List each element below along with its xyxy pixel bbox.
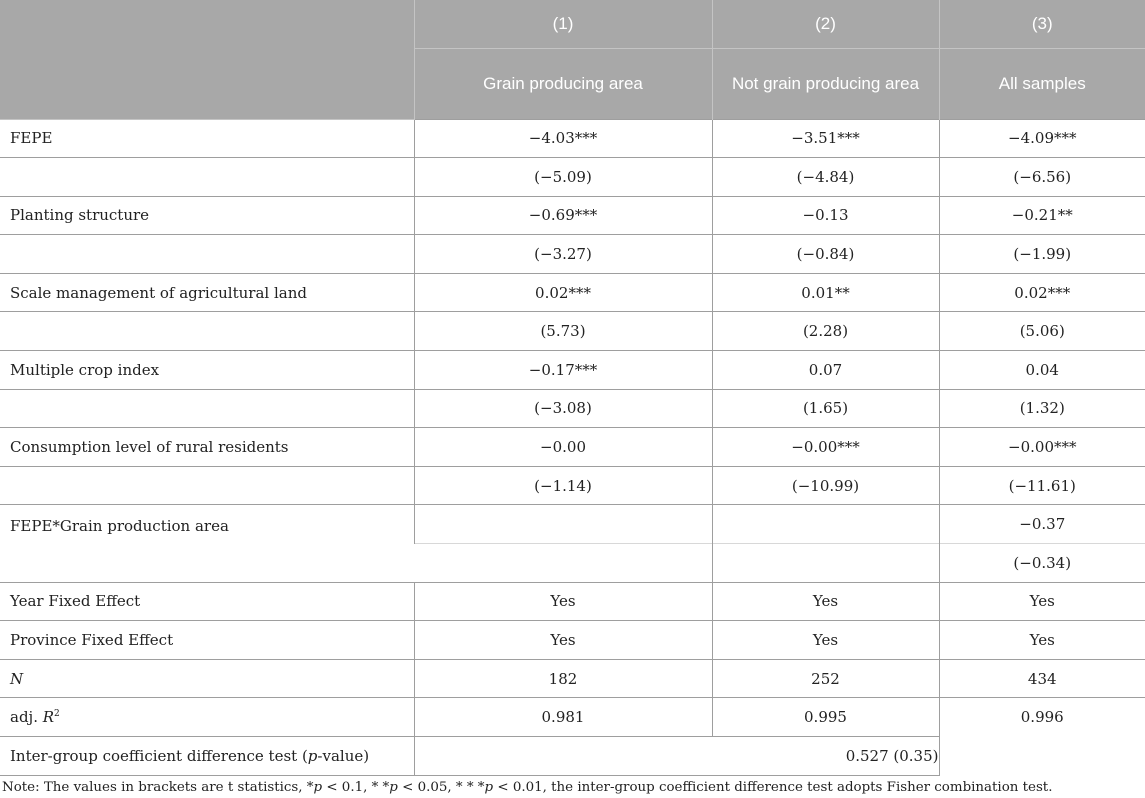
table-cell: −4.03***	[414, 119, 712, 158]
table-cell: (−6.56)	[939, 158, 1145, 197]
intergroup-label-pre: Inter-group coefficient difference test (	[10, 746, 308, 765]
table-cell: (1.65)	[712, 389, 939, 428]
table-row	[0, 235, 1145, 274]
table-row	[0, 659, 1145, 698]
intergroup-value: 0.527 (0.35)	[414, 737, 939, 776]
table-cell: Yes	[712, 582, 939, 621]
table-cell: (−10.99)	[712, 466, 939, 505]
row-label-consumption-level: Consumption level of rural residents	[0, 428, 414, 467]
row-label-empty	[0, 389, 414, 428]
r-symbol: R	[42, 708, 55, 727]
table-row	[0, 312, 1145, 351]
table-row	[0, 119, 1145, 158]
table-cell: (−4.84)	[712, 158, 939, 197]
table-cell: (−1.14)	[414, 466, 712, 505]
table-cell: 0.04	[939, 351, 1145, 390]
column-name-2: Not grain producing area	[712, 48, 939, 119]
table-row	[0, 273, 1145, 312]
table-row	[0, 351, 1145, 390]
note-p-3: p	[484, 780, 494, 795]
table-row	[0, 389, 1145, 428]
intergroup-label-p: p	[307, 746, 318, 765]
row-label-multiple-crop-index: Multiple crop index	[0, 351, 414, 390]
table-cell: −0.17***	[414, 351, 712, 390]
table-cell: 0.07	[712, 351, 939, 390]
note-prefix: Note: The values in brackets are t statistics, *	[2, 780, 314, 795]
table-cell: −0.13	[712, 196, 939, 235]
table-cell: (−0.84)	[712, 235, 939, 274]
table-cell: −0.00	[414, 428, 712, 467]
row-label-empty	[0, 312, 414, 351]
table-cell: −0.00***	[939, 428, 1145, 467]
table-cell-empty	[939, 737, 1145, 776]
table-row	[0, 428, 1145, 467]
note-p-1: p	[313, 780, 323, 795]
table-cell: −0.00***	[712, 428, 939, 467]
row-label-fepe: FEPE	[0, 119, 414, 158]
column-name-3: All samples	[939, 48, 1145, 119]
table-cell: (−1.99)	[939, 235, 1145, 274]
table-cell: Yes	[414, 582, 712, 621]
table-row	[0, 158, 1145, 197]
table-cell: −0.21**	[939, 196, 1145, 235]
table-cell-empty	[712, 505, 939, 544]
row-label-empty	[0, 158, 414, 197]
table-cell: (−0.34)	[939, 544, 1145, 583]
table-cell: 0.996	[939, 698, 1145, 737]
table-cell: (2.28)	[712, 312, 939, 351]
table-cell: 0.995	[712, 698, 939, 737]
table-cell: (−3.27)	[414, 235, 712, 274]
table-cell: 434	[939, 659, 1145, 698]
row-label-planting-structure: Planting structure	[0, 196, 414, 235]
table-cell-empty	[414, 505, 712, 544]
table-cell: (−11.61)	[939, 466, 1145, 505]
table-cell: 182	[414, 659, 712, 698]
table-cell: (−5.09)	[414, 158, 712, 197]
table-note	[2, 780, 1142, 795]
table-cell: (1.32)	[939, 389, 1145, 428]
r-superscript: 2	[54, 709, 60, 720]
row-label-intergroup-test	[0, 737, 414, 776]
note-part-3: < 0.01, the inter-group coefficient difference test adopts Fisher combination test.	[493, 780, 1053, 795]
table-cell: Yes	[414, 621, 712, 660]
row-label-n	[0, 659, 414, 698]
row-label-fepe-interaction: FEPE*Grain production area	[0, 505, 414, 582]
table-cell: Yes	[939, 621, 1145, 660]
table-row	[0, 737, 1145, 776]
table-cell: 0.02***	[939, 273, 1145, 312]
table-cell: 252	[712, 659, 939, 698]
table-row	[0, 196, 1145, 235]
row-label-province-fixed-effect: Province Fixed Effect	[0, 621, 414, 660]
header-number-row	[0, 0, 1145, 48]
table-cell: (−3.08)	[414, 389, 712, 428]
table-row	[0, 621, 1145, 660]
table-row	[0, 582, 1145, 621]
table-row	[0, 698, 1145, 737]
table-cell: −4.09***	[939, 119, 1145, 158]
column-number-2: (2)	[712, 0, 939, 48]
table-cell: 0.981	[414, 698, 712, 737]
table-row	[0, 505, 1145, 544]
note-part-2: < 0.05, * * *	[397, 780, 485, 795]
table-cell-empty	[414, 544, 712, 583]
table-cell: (5.73)	[414, 312, 712, 351]
header-blank-cell	[0, 0, 414, 119]
table-cell: Yes	[712, 621, 939, 660]
row-label-year-fixed-effect: Year Fixed Effect	[0, 582, 414, 621]
row-label-adj-r2	[0, 698, 414, 737]
column-name-1: Grain producing area	[414, 48, 712, 119]
table-cell: −3.51***	[712, 119, 939, 158]
row-label-scale-management: Scale management of agricultural land	[0, 273, 414, 312]
table-cell: 0.02***	[414, 273, 712, 312]
intergroup-label-post: -value)	[317, 746, 370, 765]
n-symbol: N	[10, 669, 24, 688]
table-cell-empty	[712, 544, 939, 583]
table-cell: (5.06)	[939, 312, 1145, 351]
note-part-1: < 0.1, * *	[322, 780, 390, 795]
column-number-1: (1)	[414, 0, 712, 48]
table-row	[0, 466, 1145, 505]
note-p-2: p	[389, 780, 398, 795]
row-label-empty	[0, 466, 414, 505]
column-number-3: (3)	[939, 0, 1145, 48]
table-cell: −0.37	[939, 505, 1145, 544]
table-cell: 0.01**	[712, 273, 939, 312]
row-label-empty	[0, 235, 414, 274]
adj-prefix: adj.	[10, 708, 43, 727]
table-cell: Yes	[939, 582, 1145, 621]
table-cell: −0.69***	[414, 196, 712, 235]
